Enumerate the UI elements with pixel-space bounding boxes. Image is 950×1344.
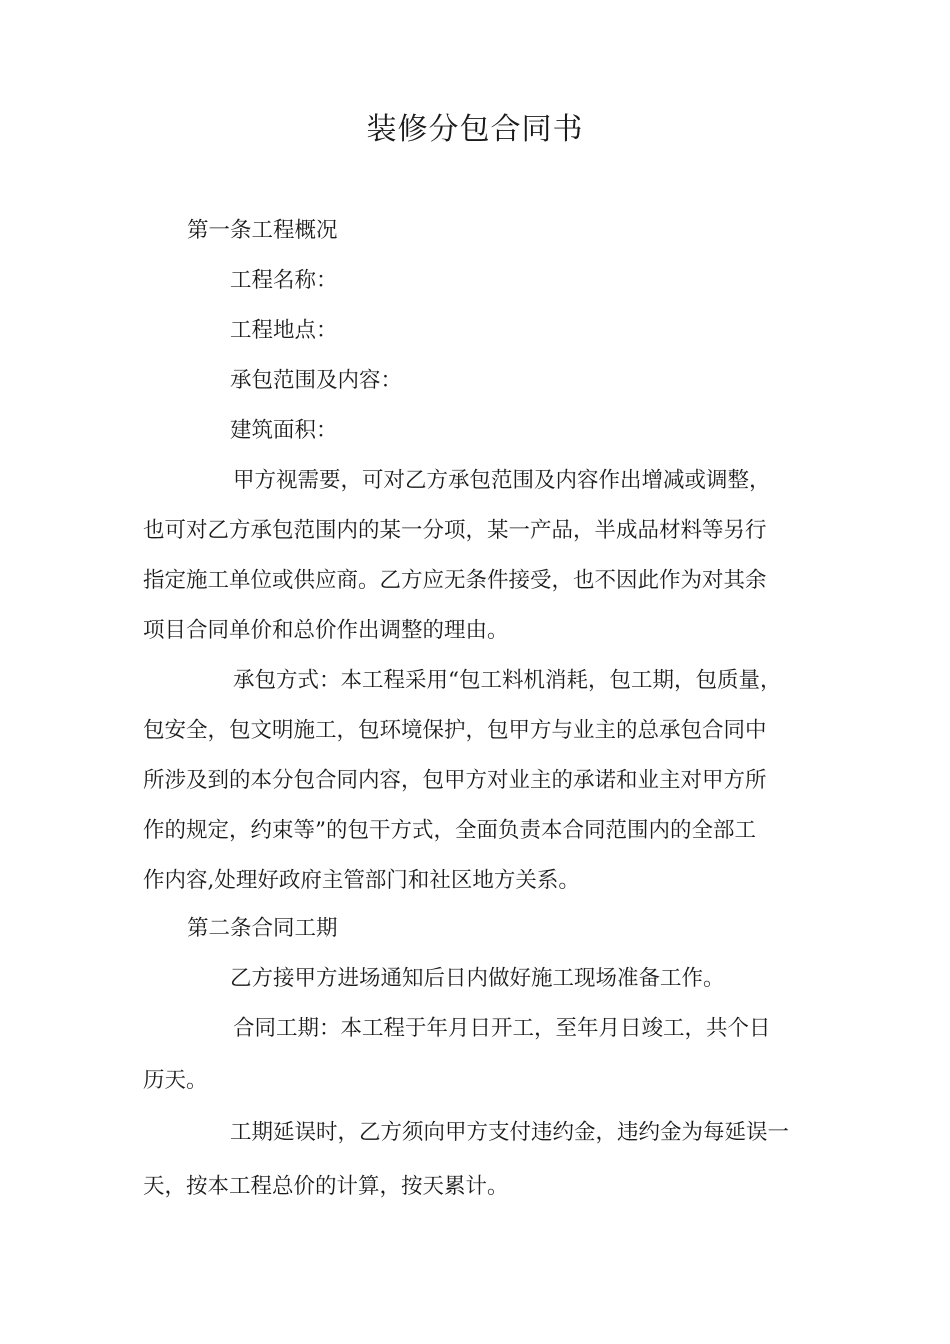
paragraph-line: 承包方式：本工程采用“包工料机消耗，包工期，包质量， [233, 668, 782, 693]
paragraph-line: 甲方视需要，可对乙方承包范围及内容作出增减或调整， [233, 468, 771, 493]
field-scope: 承包范围及内容： [230, 368, 403, 393]
paragraph-line: 历天。 [143, 1068, 208, 1093]
field-area: 建筑面积： [230, 418, 338, 443]
paragraph-line: 合同工期：本工程于年月日开工，至年月日竣工，共个日 [233, 1016, 771, 1041]
paragraph-line: 作的规定，约束等”的包干方式，全面负责本合同范围内的全部工 [143, 818, 756, 843]
section-heading: 第一条工程概况 [187, 218, 338, 243]
paragraph-line: 也可对乙方承包范围内的某一分项，某一产品，半成品材料等另行 [143, 518, 767, 543]
paragraph-line: 乙方接甲方进场通知后日内做好施工现场准备工作。 [230, 966, 725, 991]
field-project-name: 工程名称： [230, 268, 338, 293]
paragraph-line: 工期延误时，乙方须向甲方支付违约金，违约金为每延误一 [230, 1120, 790, 1145]
paragraph-line: 包安全，包文明施工，包环境保护，包甲方与业主的总承包合同中 [143, 718, 767, 743]
field-project-location: 工程地点： [230, 318, 338, 343]
paragraph-line: 指定施工单位或供应商。乙方应无条件接受，也不因此作为对其余 [143, 568, 767, 593]
paragraph-line: 作内容,处理好政府主管部门和社区地方关系。 [143, 868, 580, 893]
paragraph-line: 所涉及到的本分包合同内容，包甲方对业主的承诺和业主对甲方所 [143, 768, 767, 793]
paragraph-line: 天，按本工程总价的计算，按天累计。 [143, 1174, 509, 1199]
document-title: 装修分包合同书 [366, 112, 584, 147]
section-heading: 第二条合同工期 [187, 916, 338, 941]
paragraph-line: 项目合同单价和总价作出调整的理由。 [143, 618, 509, 643]
